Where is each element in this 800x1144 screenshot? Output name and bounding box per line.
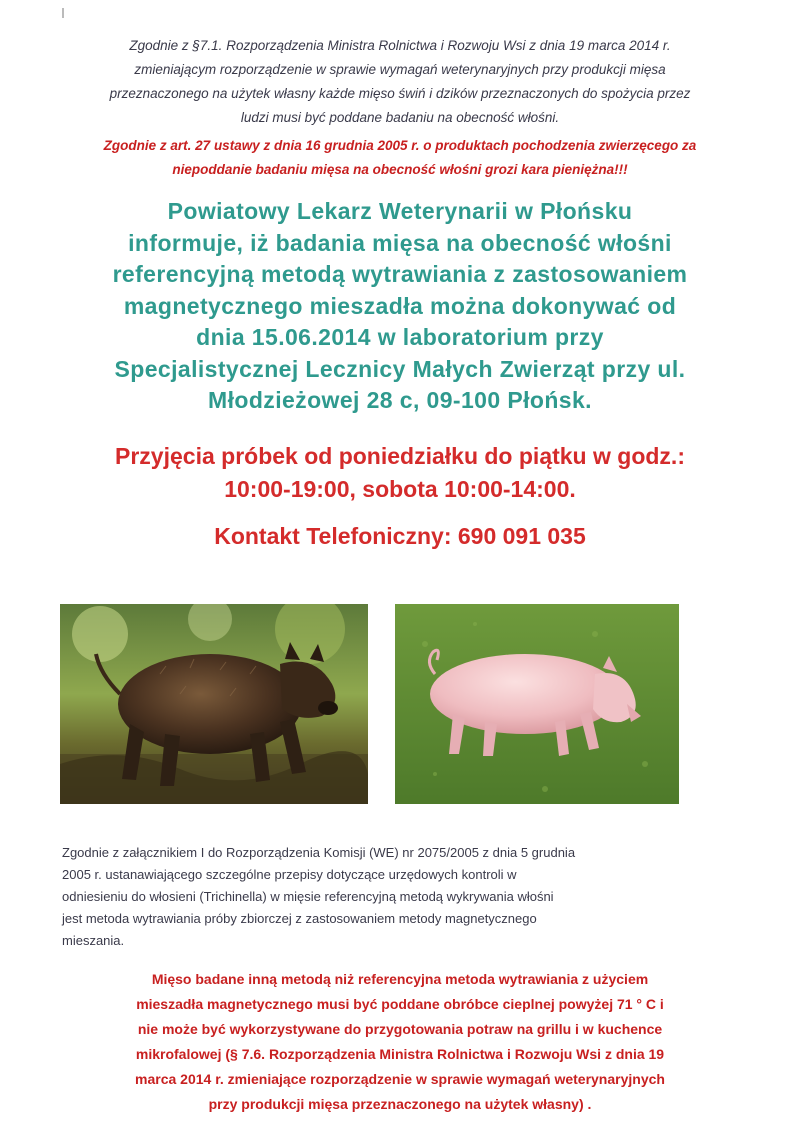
regulation-paragraph xyxy=(62,842,654,952)
regulation-line: jest metoda wytrawiania próby zbiorczej z zastosowaniem metody magnetycznego xyxy=(62,911,537,926)
headline-line: Młodzieżowej 28 c, 09-100 Płońsk. xyxy=(208,387,592,413)
wild-boar-photo xyxy=(60,604,368,804)
intro-line: zmieniającym rozporządzenie w sprawie wymagań weterynaryjnych przy produkcji mięsa xyxy=(134,62,666,77)
intro-line: ludzi musi być poddane badaniu na obecność włośni. xyxy=(240,110,560,125)
note-line: mieszadła magnetycznego musi być poddane obróbce cieplnej powyżej 71 ° C i xyxy=(136,996,664,1012)
note-line: mikrofalowej (§ 7.6. Rozporządzenia Ministra Rolnictwa i Rozwoju Wsi z dnia 19 xyxy=(135,1046,665,1062)
headline-line: informuje, iż badania mięsa na obecność włośni xyxy=(128,229,672,256)
regulation-line: 2005 r. ustanawiającego szczególne przepisy dotyczące urzędowych kontroli w xyxy=(62,867,517,882)
note-line: Mięso badane inną metodą niż referencyjna metoda wytrawiania z użyciem xyxy=(151,971,649,987)
regulation-line: Zgodnie z załącznikiem I do Rozporządzenia Komisji (WE) nr 2075/2005 z dnia 5 grudnia xyxy=(62,845,576,860)
headline-line: referencyjną metodą wytrawiania z zastosowaniem xyxy=(112,261,688,287)
intro-line: przeznaczonego na użytek własny każde mięso świń i dzików przeznaczonych do spożycia przez xyxy=(109,86,691,101)
warning-line: niepoddanie badaniu mięsa na obecność włośni grozi kara pieniężna!!! xyxy=(172,162,628,177)
headline-line: Powiatowy Lekarz Weterynarii w Płońsku xyxy=(167,198,633,224)
intro-line: Zgodnie z §7.1. Rozporządzenia Ministra Rolnictwa i Rozwoju Wsi z dnia 19 marca 2014 r. xyxy=(129,38,671,53)
sample-hours xyxy=(40,440,760,506)
note-line: nie może być wykorzystywane do przygotowania potraw na grillu i w kuchence xyxy=(137,1021,663,1037)
hours-line: 10:00-19:00, sobota 10:00-14:00. xyxy=(224,476,576,502)
note-line: przy produkcji mięsa przeznaczonego na użytek własny) . xyxy=(208,1096,592,1112)
regulation-line: mieszania. xyxy=(62,933,125,948)
hours-line: Przyjęcia próbek od poniedziałku do piątku w godz.: xyxy=(115,443,685,469)
heat-treatment-note xyxy=(62,967,738,1117)
regulation-line: odniesieniu do włosieni (Trichinella) w mięsie referencyjną metodą wykrywania włośni xyxy=(62,889,554,904)
warning-line: Zgodnie z art. 27 ustawy z dnia 16 grudnia 2005 r. o produktach pochodzenia zwierzęcego za xyxy=(103,138,697,153)
penalty-warning xyxy=(70,134,730,182)
scan-mark xyxy=(62,8,64,18)
contact-phone: Kontakt Telefoniczny: 690 091 035 xyxy=(214,523,586,549)
announcement-headline xyxy=(40,196,760,417)
note-line: marca 2014 r. zmieniające rozporządzenie w sprawie wymagań weterynaryjnych xyxy=(135,1071,665,1087)
headline-line: dnia 15.06.2014 w laboratorium przy xyxy=(196,324,604,350)
headline-line: magnetycznego mieszadła można dokonywać od xyxy=(123,292,677,319)
pig-photo xyxy=(395,604,679,804)
headline-line: Specjalistycznej Lecznicy Małych Zwierząt przy ul. xyxy=(114,355,686,382)
intro-paragraph xyxy=(70,34,730,130)
